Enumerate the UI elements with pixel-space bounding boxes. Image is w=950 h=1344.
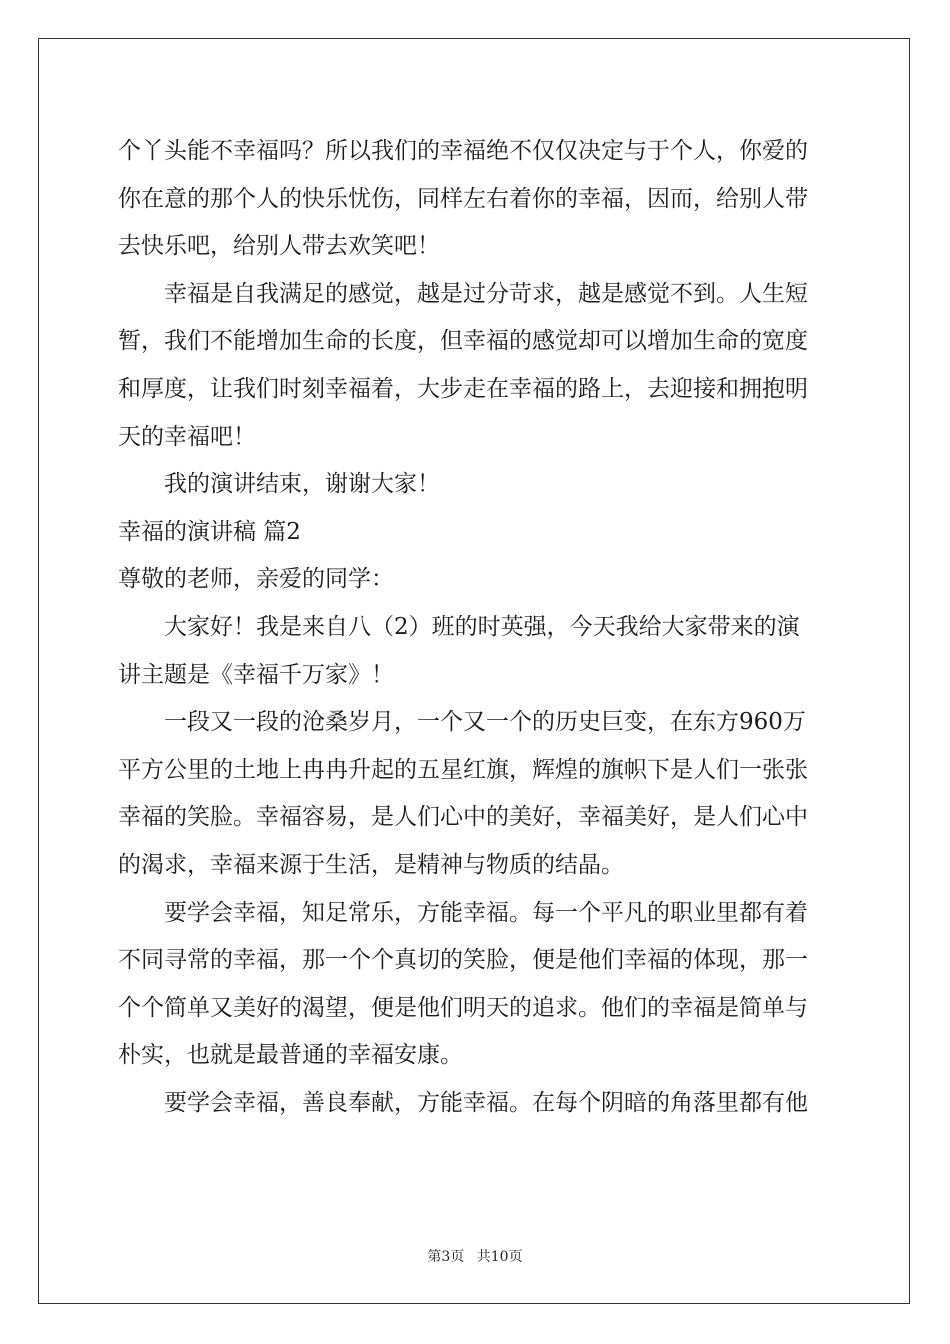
- text-line-13: 一段又一段的沧桑岁月，一个又一个的历史巨变，在东方960万: [164, 709, 806, 736]
- text-line-3: 去快乐吧，给别人带去欢笑吧！: [118, 233, 440, 260]
- text-line-2: 你在意的那个人的快乐忧伤，同样左右着你的幸福，因而，给别人带: [118, 185, 808, 212]
- text-line-17: 要学会幸福，知足常乐，方能幸福。每一个平凡的职业里都有着: [164, 899, 808, 926]
- document-body: [118, 128, 834, 1127]
- text-line-20: 朴实，也就是最普通的幸福安康。: [118, 1042, 463, 1069]
- text-line-19: 个个简单又美好的渴望，便是他们明天的追求。他们的幸福是简单与: [118, 994, 808, 1021]
- section-heading: 幸福的演讲稿 篇2: [118, 518, 301, 545]
- text-line-11: 大家好！我是来自八（2）班的时英强，今天我给大家带来的演: [164, 613, 800, 640]
- text-line-5: 暂，我们不能增加生命的长度，但幸福的感觉却可以增加生命的宽度: [118, 328, 808, 355]
- page-number: 第3页: [427, 1249, 465, 1265]
- text-line-6: 和厚度，让我们时刻幸福着，大步走在幸福的路上，去迎接和拥抱明: [118, 375, 808, 402]
- text-line-16: 的渴求，幸福来源于生活，是精神与物质的结晶。: [118, 851, 624, 878]
- salutation: 尊敬的老师，亲爱的同学：: [118, 566, 394, 593]
- text-line-18: 不同寻常的幸福，那一个个真切的笑脸，便是他们幸福的体现，那一: [118, 947, 808, 974]
- text-line-8: 我的演讲结束，谢谢大家！: [164, 471, 440, 498]
- text-line-1: 个丫头能不幸福吗？所以我们的幸福绝不仅仅决定与于个人，你爱的: [118, 138, 808, 164]
- text-line-15: 幸福的笑脸。幸福容易，是人们心中的美好，幸福美好，是人们心中: [118, 804, 808, 831]
- text-line-14: 平方公里的土地上冉冉升起的五星红旗，辉煌的旗帜下是人们一张张: [118, 756, 808, 783]
- text-line-12: 讲主题是《幸福千万家》！: [118, 661, 394, 688]
- page-total: 共10页: [476, 1249, 523, 1265]
- page-footer: [0, 1246, 950, 1266]
- text-line-4: 幸福是自我满足的感觉，越是过分苛求，越是感觉不到。人生短: [164, 280, 808, 307]
- text-line-7: 天的幸福吧！: [118, 423, 256, 450]
- text-line-21: 要学会幸福，善良奉献，方能幸福。在每个阴暗的角落里都有他: [164, 1089, 808, 1116]
